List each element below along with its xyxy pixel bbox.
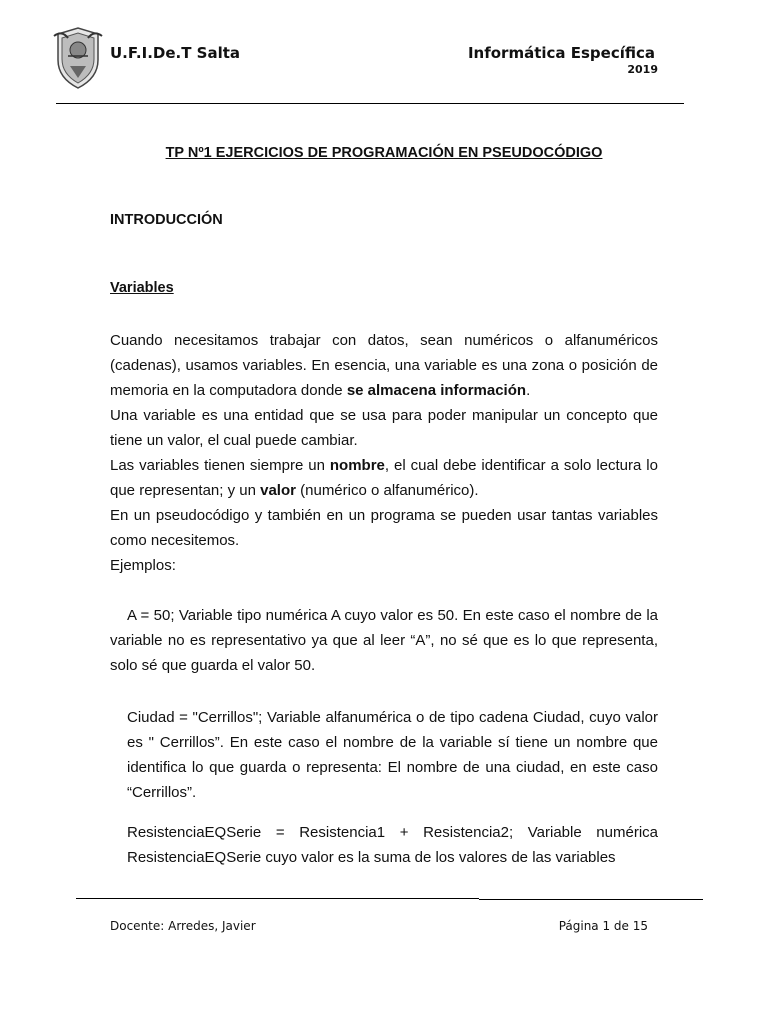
shield-crest-icon xyxy=(52,26,104,90)
body-text xyxy=(110,328,658,578)
header-year: 2019 xyxy=(627,63,658,76)
examples-label: Ejemplos: xyxy=(110,557,176,574)
example-2: Ciudad = "Cerrillos"; Variable alfanumérica o de tipo cadena Ciudad, cuyo valor es " Cerrillos”. En este caso el nombre de la variable sí tiene un nombre que identifica lo que guarda o representa: El nombre de una ciudad, en este caso “Cerrillos”. xyxy=(127,709,658,801)
footer-teacher: Docente: Arredes, Javier xyxy=(110,919,256,933)
paragraph-3-bold-value: valor xyxy=(260,482,296,499)
intro-heading: INTRODUCCIÓN xyxy=(110,212,223,228)
paragraph-3-text-e: (numérico o alfanumérico). xyxy=(295,482,479,499)
paragraph-4: En un pseudocódigo y también en un programa se pueden usar tantas variables como necesitemos. xyxy=(110,507,658,549)
paragraph-1-end: . xyxy=(526,382,531,399)
paragraph-1 xyxy=(110,332,658,399)
header-subject: Informática Específica xyxy=(467,44,655,62)
paragraph-1-text: Cuando necesitamos trabajar con datos, sean numéricos o alfanuméricos (cadenas), usamos variables. En esencia, una variable es una zona o posición de memoria en la computadora donde xyxy=(110,332,658,399)
example-1-text: A = 50; Variable tipo numérica A cuyo valor es 50. En este caso el nombre de la variable no es representativo ya que al leer “A”, no sé que es lo que representa, solo sé que guarda el valor 50. xyxy=(110,607,658,674)
example-3: ResistenciaEQSerie = Resistencia1 + Resistencia2; Variable numérica ResistenciaEQSerie cuyo valor es la suma de los valores de las variables xyxy=(127,824,658,866)
paragraph-1-bold: se almacena información xyxy=(346,382,527,399)
footer-page-number: Página 1 de 15 xyxy=(558,919,648,933)
header-institution: U.F.I.De.T Salta xyxy=(110,44,241,62)
paragraph-3 xyxy=(110,457,658,499)
paragraph-3-bold-name: nombre xyxy=(329,457,385,474)
footer-divider-left xyxy=(76,898,479,899)
paragraph-3-text-a: Las variables tienen siempre un xyxy=(110,457,330,474)
paragraph-2: Una variable es una entidad que se usa para poder manipular un concepto que tiene un valor, el cual puede cambiar. xyxy=(110,407,658,449)
footer-divider-right xyxy=(479,899,703,900)
example-1 xyxy=(110,603,658,678)
variables-heading: Variables xyxy=(110,280,174,296)
header-divider xyxy=(56,103,684,104)
paragraph-3-text-c: , el cual debe identificar a solo lectura lo que representan; y un xyxy=(110,457,658,499)
document-title: TP Nº1 EJERCICIOS DE PROGRAMACIÓN EN PSEUDOCÓDIGO xyxy=(165,145,603,161)
